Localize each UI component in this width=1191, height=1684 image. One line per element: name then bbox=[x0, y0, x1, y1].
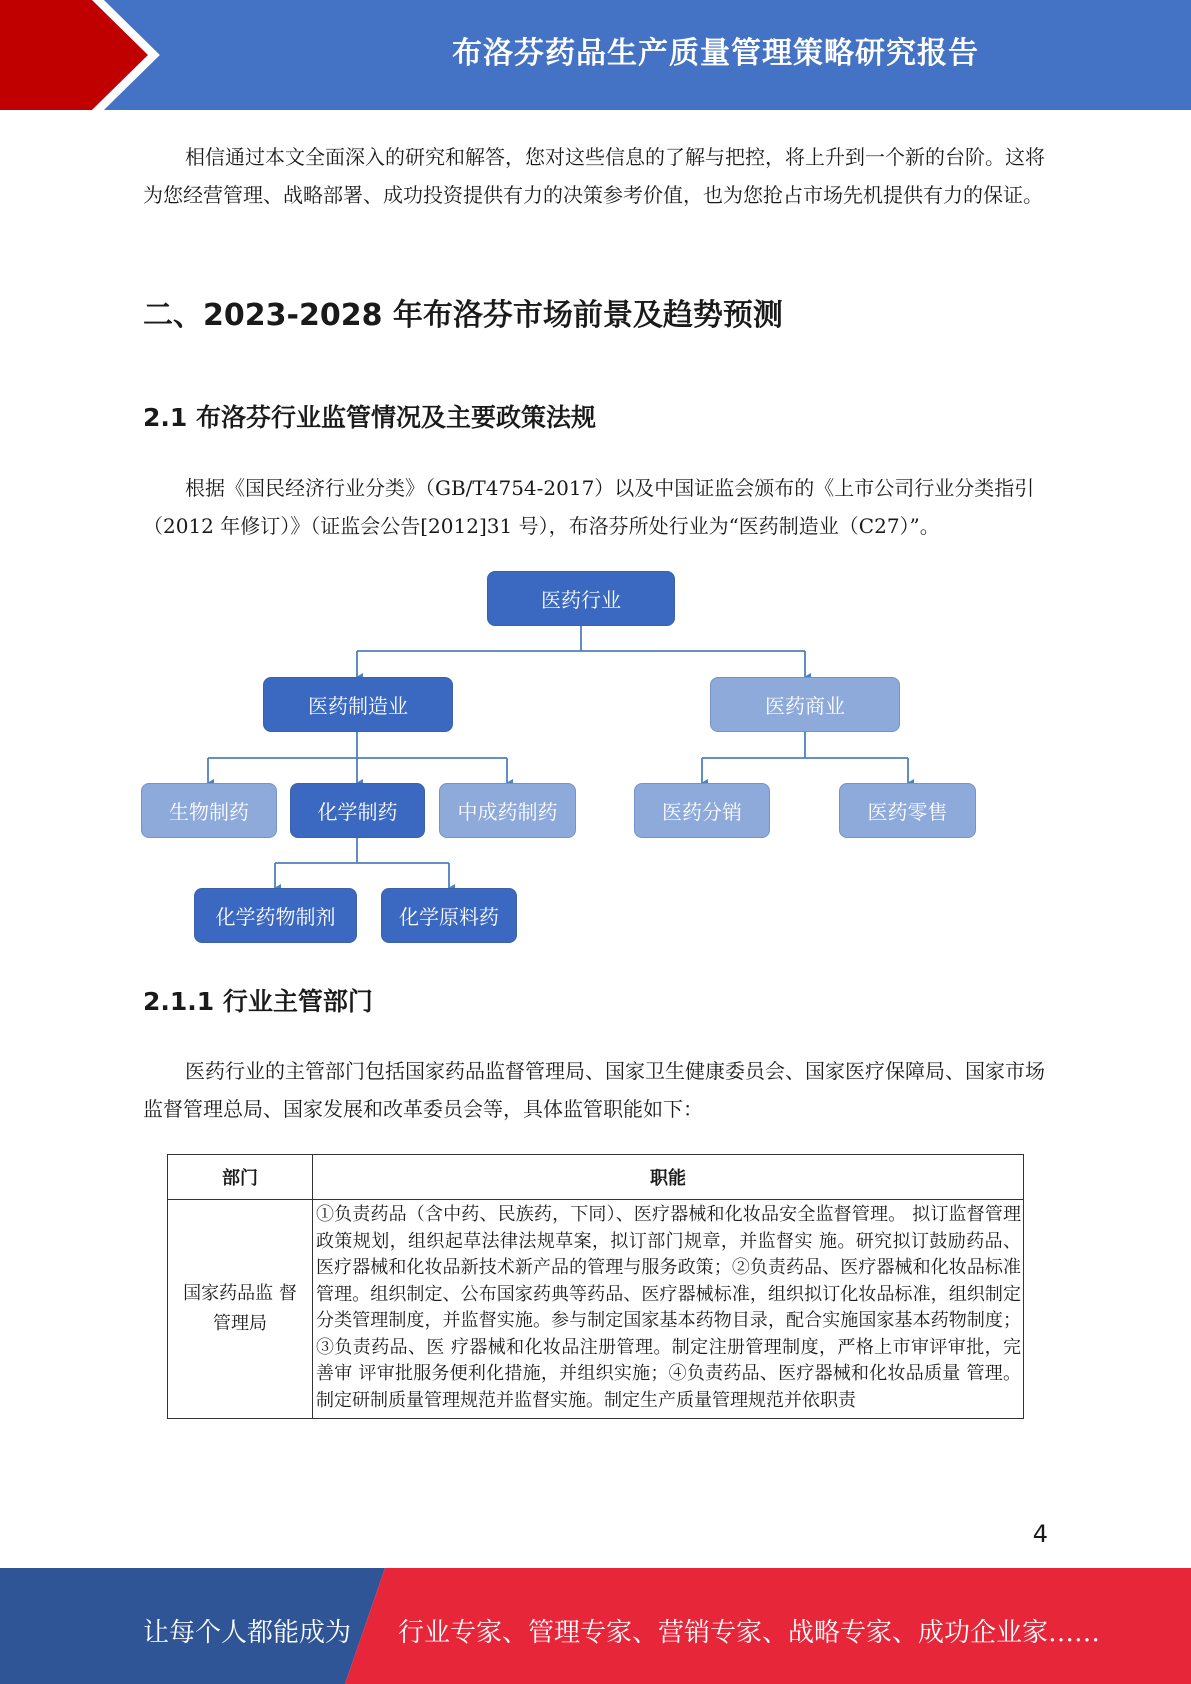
page-number: 4 bbox=[1032, 1520, 1048, 1548]
cell-duties: ①负责药品（含中药、民族药，下同）、医疗器械和化妆品安全监督管理。 拟订监督管理政策规划，组织起草法律法规草案，拟订部门规章，并监督实 施。研究拟订鼓励药品、医疗器械和化妆品新技术新产品的管理与服务政策；②负责药品、医疗器械和化妆品标准管理。组织制定、公布国家药典等药品、医疗器械标准，组织拟订化妆品标准，组织制定分类管理制度，并监督实施。参与制定国家基本药物目录，配合实施国家基本药物制度；③负责药品、医 疗器械和化妆品注册管理。制定注册管理制度，严格上市审评审批，完善审 评审批服务便利化措施，并组织实施；④负责药品、医疗器械和化妆品质量 管理。制定研制质量管理规范并监督实施。制定生产质量管理规范并依职责 bbox=[313, 1200, 1024, 1419]
table-header-row bbox=[168, 1155, 1024, 1200]
subsection-title: 2.1 布洛芬行业监管情况及主要政策法规 bbox=[143, 403, 596, 432]
node-chemical-preparations: 化学药物制剂 bbox=[194, 888, 357, 943]
cell-department: 国家药品监 督管理局 bbox=[168, 1200, 313, 1419]
header-chevron-decoration bbox=[0, 0, 160, 110]
node-chemical-raw-materials: 化学原料药 bbox=[381, 888, 517, 943]
industry-classification-chart bbox=[0, 560, 1191, 960]
classification-paragraph: 根据《国民经济行业分类》（GB/T4754-2017）以及中国证监会颁布的《上市公司行业分类指引（2012 年修订）》（证监会公告[2012]31 号），布洛芬所处行业为“医药制造业（C27）”。 bbox=[143, 476, 1035, 538]
footer-slogan-right: 行业专家、管理专家、营销专家、战略专家、成功企业家…… bbox=[398, 1618, 1101, 1648]
node-biological-pharma: 生物制药 bbox=[141, 783, 277, 838]
page-header bbox=[0, 0, 1191, 110]
table-row bbox=[168, 1200, 1024, 1419]
node-chemical-pharma: 化学制药 bbox=[290, 783, 425, 838]
node-tcm-pharma: 中成药制药 bbox=[439, 783, 576, 838]
regulatory-duties-table bbox=[167, 1154, 1024, 1419]
section-title: 二、2023-2028 年布洛芬市场前景及趋势预测 bbox=[143, 298, 783, 333]
report-title: 布洛芬药品生产质量管理策略研究报告 bbox=[452, 36, 979, 71]
subsubsection-title: 2.1.1 行业主管部门 bbox=[143, 987, 373, 1016]
node-pharma-industry: 医药行业 bbox=[487, 571, 675, 626]
node-pharma-retail: 医药零售 bbox=[839, 783, 976, 838]
page-footer bbox=[0, 1568, 1191, 1684]
header-department: 部门 bbox=[168, 1155, 313, 1200]
header-duties: 职能 bbox=[313, 1155, 1024, 1200]
intro-paragraph: 相信通过本文全面深入的研究和解答，您对这些信息的了解与把控，将上升到一个新的台阶。这将为您经营管理、战略部署、成功投资提供有力的决策参考价值，也为您抢占市场先机提供有力的保证。 bbox=[143, 145, 1045, 207]
node-pharma-distribution: 医药分销 bbox=[634, 783, 770, 838]
authority-paragraph: 医药行业的主管部门包括国家药品监督管理局、国家卫生健康委员会、国家医疗保障局、国家市场监督管理总局、国家发展和改革委员会等，具体监管职能如下： bbox=[143, 1059, 1045, 1121]
node-pharma-commerce: 医药商业 bbox=[710, 677, 900, 732]
node-pharma-manufacturing: 医药制造业 bbox=[263, 677, 453, 732]
footer-slogan-left: 让每个人都能成为 bbox=[143, 1618, 352, 1648]
